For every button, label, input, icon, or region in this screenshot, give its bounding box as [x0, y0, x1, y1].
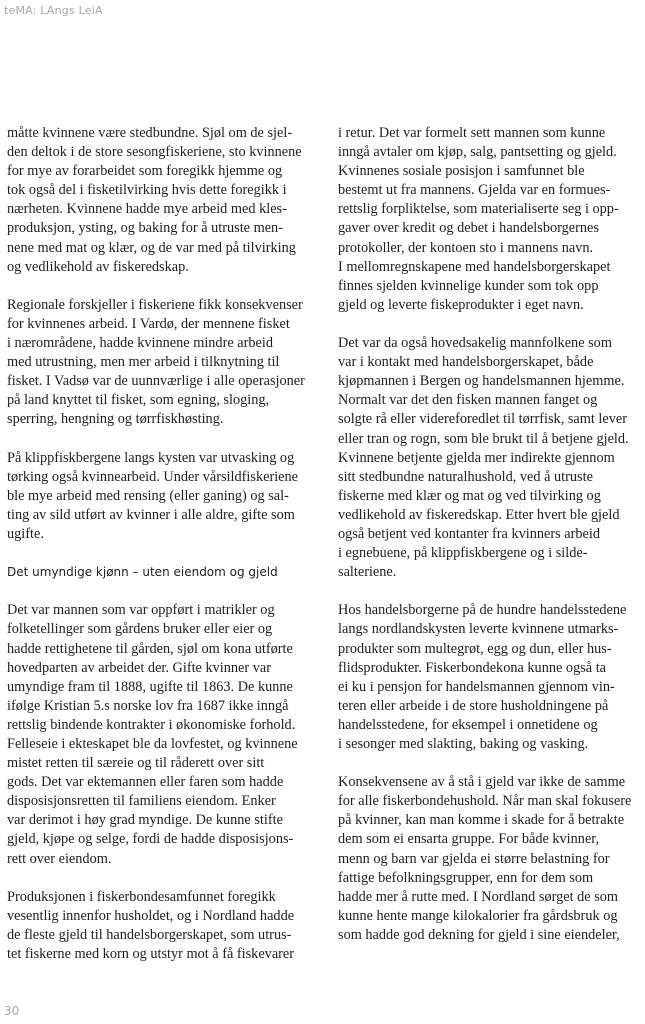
- text-line: kjøpmannen i Bergen og handelsmannen hjemme.: [338, 373, 625, 390]
- text-line: sperring, hengning og tørrfiskhøsting.: [7, 411, 224, 428]
- text-line: Felleseie i ekteskapet ble da lovfestet, og kvinnene: [7, 736, 298, 752]
- text-line: dem som ei ensarta gruppe. For både kvinner,: [338, 831, 600, 848]
- text-line: flidsprodukter. Fiskerbondekona kunne også ta: [338, 659, 607, 676]
- text-line: protokoller, der kontoen sto i mannens navn.: [338, 239, 594, 256]
- text-line: fiskerne med klær og mat og ved tilvirking og: [338, 487, 601, 504]
- text-line: for mye av forarbeidet som foregikk hjemme og: [7, 163, 283, 180]
- text-line: I mellomregnskapene med handelsborgerskapet: [338, 258, 611, 275]
- text-line: rettslig forpliktelse, som materialiserte seg i opp-: [338, 201, 619, 218]
- paragraph: [338, 601, 643, 754]
- paragraph-gap: [7, 582, 312, 601]
- text-line: rettslig bindende kontrakter i økonomiske forhold.: [7, 716, 296, 733]
- text-line: teren eller arbeide i de store husholdningene på: [338, 697, 609, 714]
- text-line: salteriene.: [338, 564, 397, 581]
- text-line: vesentlig innenfor husholdet, og i Nordland hadde: [7, 907, 295, 924]
- text-line: På klippfiskbergene langs kysten var utvasking og: [7, 449, 295, 466]
- text-line: eller tran og rogn, som ble brukt til å betjene gjeld.: [338, 430, 629, 447]
- text-line: ting av sild utført av kvinner i alle aldre, gifte som: [7, 506, 295, 523]
- text-line: folketellinger som gårdens bruker eller eier og: [7, 621, 273, 638]
- paragraph: [338, 124, 643, 315]
- text-line: gjeld, kjøpe og selge, fordi de hadde disposisjons-: [7, 831, 294, 848]
- text-line: handelsstedene, for eksempel i onnetidene og: [338, 716, 598, 733]
- text-line: den deltok i de store sesongfiskeriene, sto kvinnene: [7, 144, 302, 161]
- text-line: tørking også kvinnearbeid. Under vårsildfiskeriene: [7, 468, 299, 485]
- text-line: de fleste gjeld til handelsborgerskapet, som utrus-: [7, 926, 292, 943]
- text-line: mistet retten til særeie og til råderett over sitt: [7, 755, 265, 772]
- text-line: tet fiskerne med korn og utstyr mot å få fiskevarer: [7, 946, 295, 963]
- text-line: Kvinnene betjente gjelda mer indirekte gjennom: [338, 449, 615, 466]
- section-heading: Det umyndige kjønn – uten eiendom og gjeld: [7, 565, 278, 580]
- text-line: gaver over kredit og debet i handelsborgernes: [338, 220, 599, 237]
- text-line: på kvinner, kan man komme i skade for å betrakte: [338, 812, 625, 829]
- text-line: produkter som multegrøt, egg og dun, eller hus-: [338, 640, 612, 657]
- text-line: tok også del i fisketilvirking hvis dette foregikk i: [7, 182, 287, 199]
- text-line: var i kontakt med handelsborgerskapet, både: [338, 354, 594, 371]
- text-line: og vedlikehold av fiskeredskap.: [7, 258, 189, 275]
- text-line: i retur. Det var formelt sett mannen som kunne: [338, 125, 606, 141]
- text-line: gods. Det var ektemannen eller faren som hadde: [7, 774, 284, 791]
- text-line: også betjent ved kontanter fra kvinners arbeid: [338, 525, 601, 542]
- text-line: disposisjonsretten til familiens eiendom. Enker: [7, 793, 276, 810]
- text-line: ei ku i pensjon for handelsmannen gjennom vin-: [338, 678, 615, 695]
- text-line: ifølge Kristian 5.s norske lov fra 1687 ikke inngå: [7, 697, 289, 714]
- text-line: var derimot i høy grad myndige. De kunne stifte: [7, 812, 283, 829]
- paragraph-gap: [338, 582, 643, 601]
- text-line: fattige befolkningsgrupper, enn for dem som: [338, 869, 594, 886]
- text-line: Regionale forskjeller i fiskeriene fikk konsekvenser: [7, 296, 303, 313]
- paragraph-gap: [7, 544, 312, 563]
- paragraph-gap: [7, 277, 312, 296]
- running-header: teMA: LAngs LeiA: [4, 4, 103, 17]
- text-line: solgte rå eller videreforedlet til tørrfisk, samt lever: [338, 411, 628, 428]
- text-line: Konsekvensene av å stå i gjeld var ikke de samme: [338, 774, 626, 791]
- page-number: 30: [4, 1004, 20, 1018]
- text-line: nærheten. Kvinnene hadde mye arbeid med kles-: [7, 201, 287, 218]
- paragraph: [7, 124, 312, 277]
- text-line: med utrustning, men mer arbeid i tilknytning til: [7, 354, 280, 371]
- text-line: Produksjonen i fiskerbondesamfunnet foregikk: [7, 888, 276, 905]
- text-line: langs nordlandskysten leverte kvinnene utmarks-: [338, 621, 619, 638]
- text-line: rett over eiendom.: [7, 850, 112, 867]
- paragraph: [7, 601, 312, 868]
- left-text-column: [7, 124, 312, 964]
- text-line: i egnebuene, på klippfiskbergene og i silde-: [338, 545, 588, 562]
- text-line: hadde rettighetene til gården, sjøl om kona utførte: [7, 640, 293, 657]
- text-line: inngå avtaler om kjøp, salg, pantsetting og gjeld.: [338, 144, 617, 161]
- text-line: ble mye arbeid med rensing (eller ganing) og sal-: [7, 487, 289, 504]
- paragraph: [7, 888, 312, 964]
- text-line: vedlikehold av fiskeredskap. Etter hvert ble gjeld: [338, 506, 620, 523]
- right-text-column: [338, 124, 643, 945]
- text-line: i nærområdene, hadde kvinnene mindre arbeid: [7, 335, 273, 352]
- text-line: hadde mer å rutte med. I Nordland sørget de som: [338, 888, 619, 905]
- text-line: for kvinnenes arbeid. I Vardø, der mennene fisket: [7, 315, 290, 332]
- text-line: på land knyttet til fisket, som egning, sloging,: [7, 392, 270, 409]
- paragraph-gap: [338, 315, 643, 334]
- text-line: som hadde god dekning for gjeld i sine eiendeler,: [338, 926, 620, 943]
- text-line: måtte kvinnene være stedbundne. Sjøl om de sjel-: [7, 125, 293, 141]
- text-line: Hos handelsborgerne på de hundre handelsstedene: [338, 602, 627, 619]
- text-line: finnes sjelden kvinnelige kunder som tok opp: [338, 277, 599, 294]
- paragraph-gap: [338, 754, 643, 773]
- text-line: bestemt ut fra mannens. Gjelda var en formues-: [338, 182, 611, 199]
- text-line: menn og barn var gjelda ei større belastning for: [338, 850, 610, 867]
- text-line: umyndige fram til 1888, ugifte til 1863. De kunne: [7, 678, 293, 695]
- paragraph: [338, 773, 643, 945]
- text-line: Normalt var det den fisken mannen fanget og: [338, 392, 598, 409]
- text-line: kunne hente mange kilokalorier fra gårdsbruk og: [338, 907, 618, 924]
- text-line: nene med mat og klær, og de var med på tilvirking: [7, 239, 296, 256]
- paragraph-gap: [7, 869, 312, 888]
- text-line: fisket. I Vadsø var de uunnværlige i alle operasjoner: [7, 373, 305, 390]
- text-line: produksjon, ysting, og baking for å utruste men-: [7, 220, 283, 237]
- paragraph: [7, 449, 312, 544]
- text-line: sitt stedbundne naturalhushold, ved å utruste: [338, 468, 593, 485]
- text-line: Det var mannen som var oppført i matrikler og: [7, 602, 275, 619]
- paragraph: [338, 334, 643, 582]
- paragraph-gap: [7, 430, 312, 449]
- text-line: for alle fiskerbondehushold. Når man skal fokusere: [338, 793, 632, 810]
- text-line: ugifte.: [7, 525, 44, 542]
- text-line: hovedparten av arbeidet der. Gifte kvinner var: [7, 659, 271, 676]
- text-line: gjeld og leverte fiskeprodukter i eget navn.: [338, 296, 584, 313]
- text-line: Kvinnenes sosiale posisjon i samfunnet ble: [338, 163, 585, 180]
- text-line: Det var da også hovedsakelig mannfolkene som: [338, 335, 612, 352]
- text-line: i sesonger med slakting, baking og vasking.: [338, 736, 589, 752]
- paragraph: [7, 296, 312, 430]
